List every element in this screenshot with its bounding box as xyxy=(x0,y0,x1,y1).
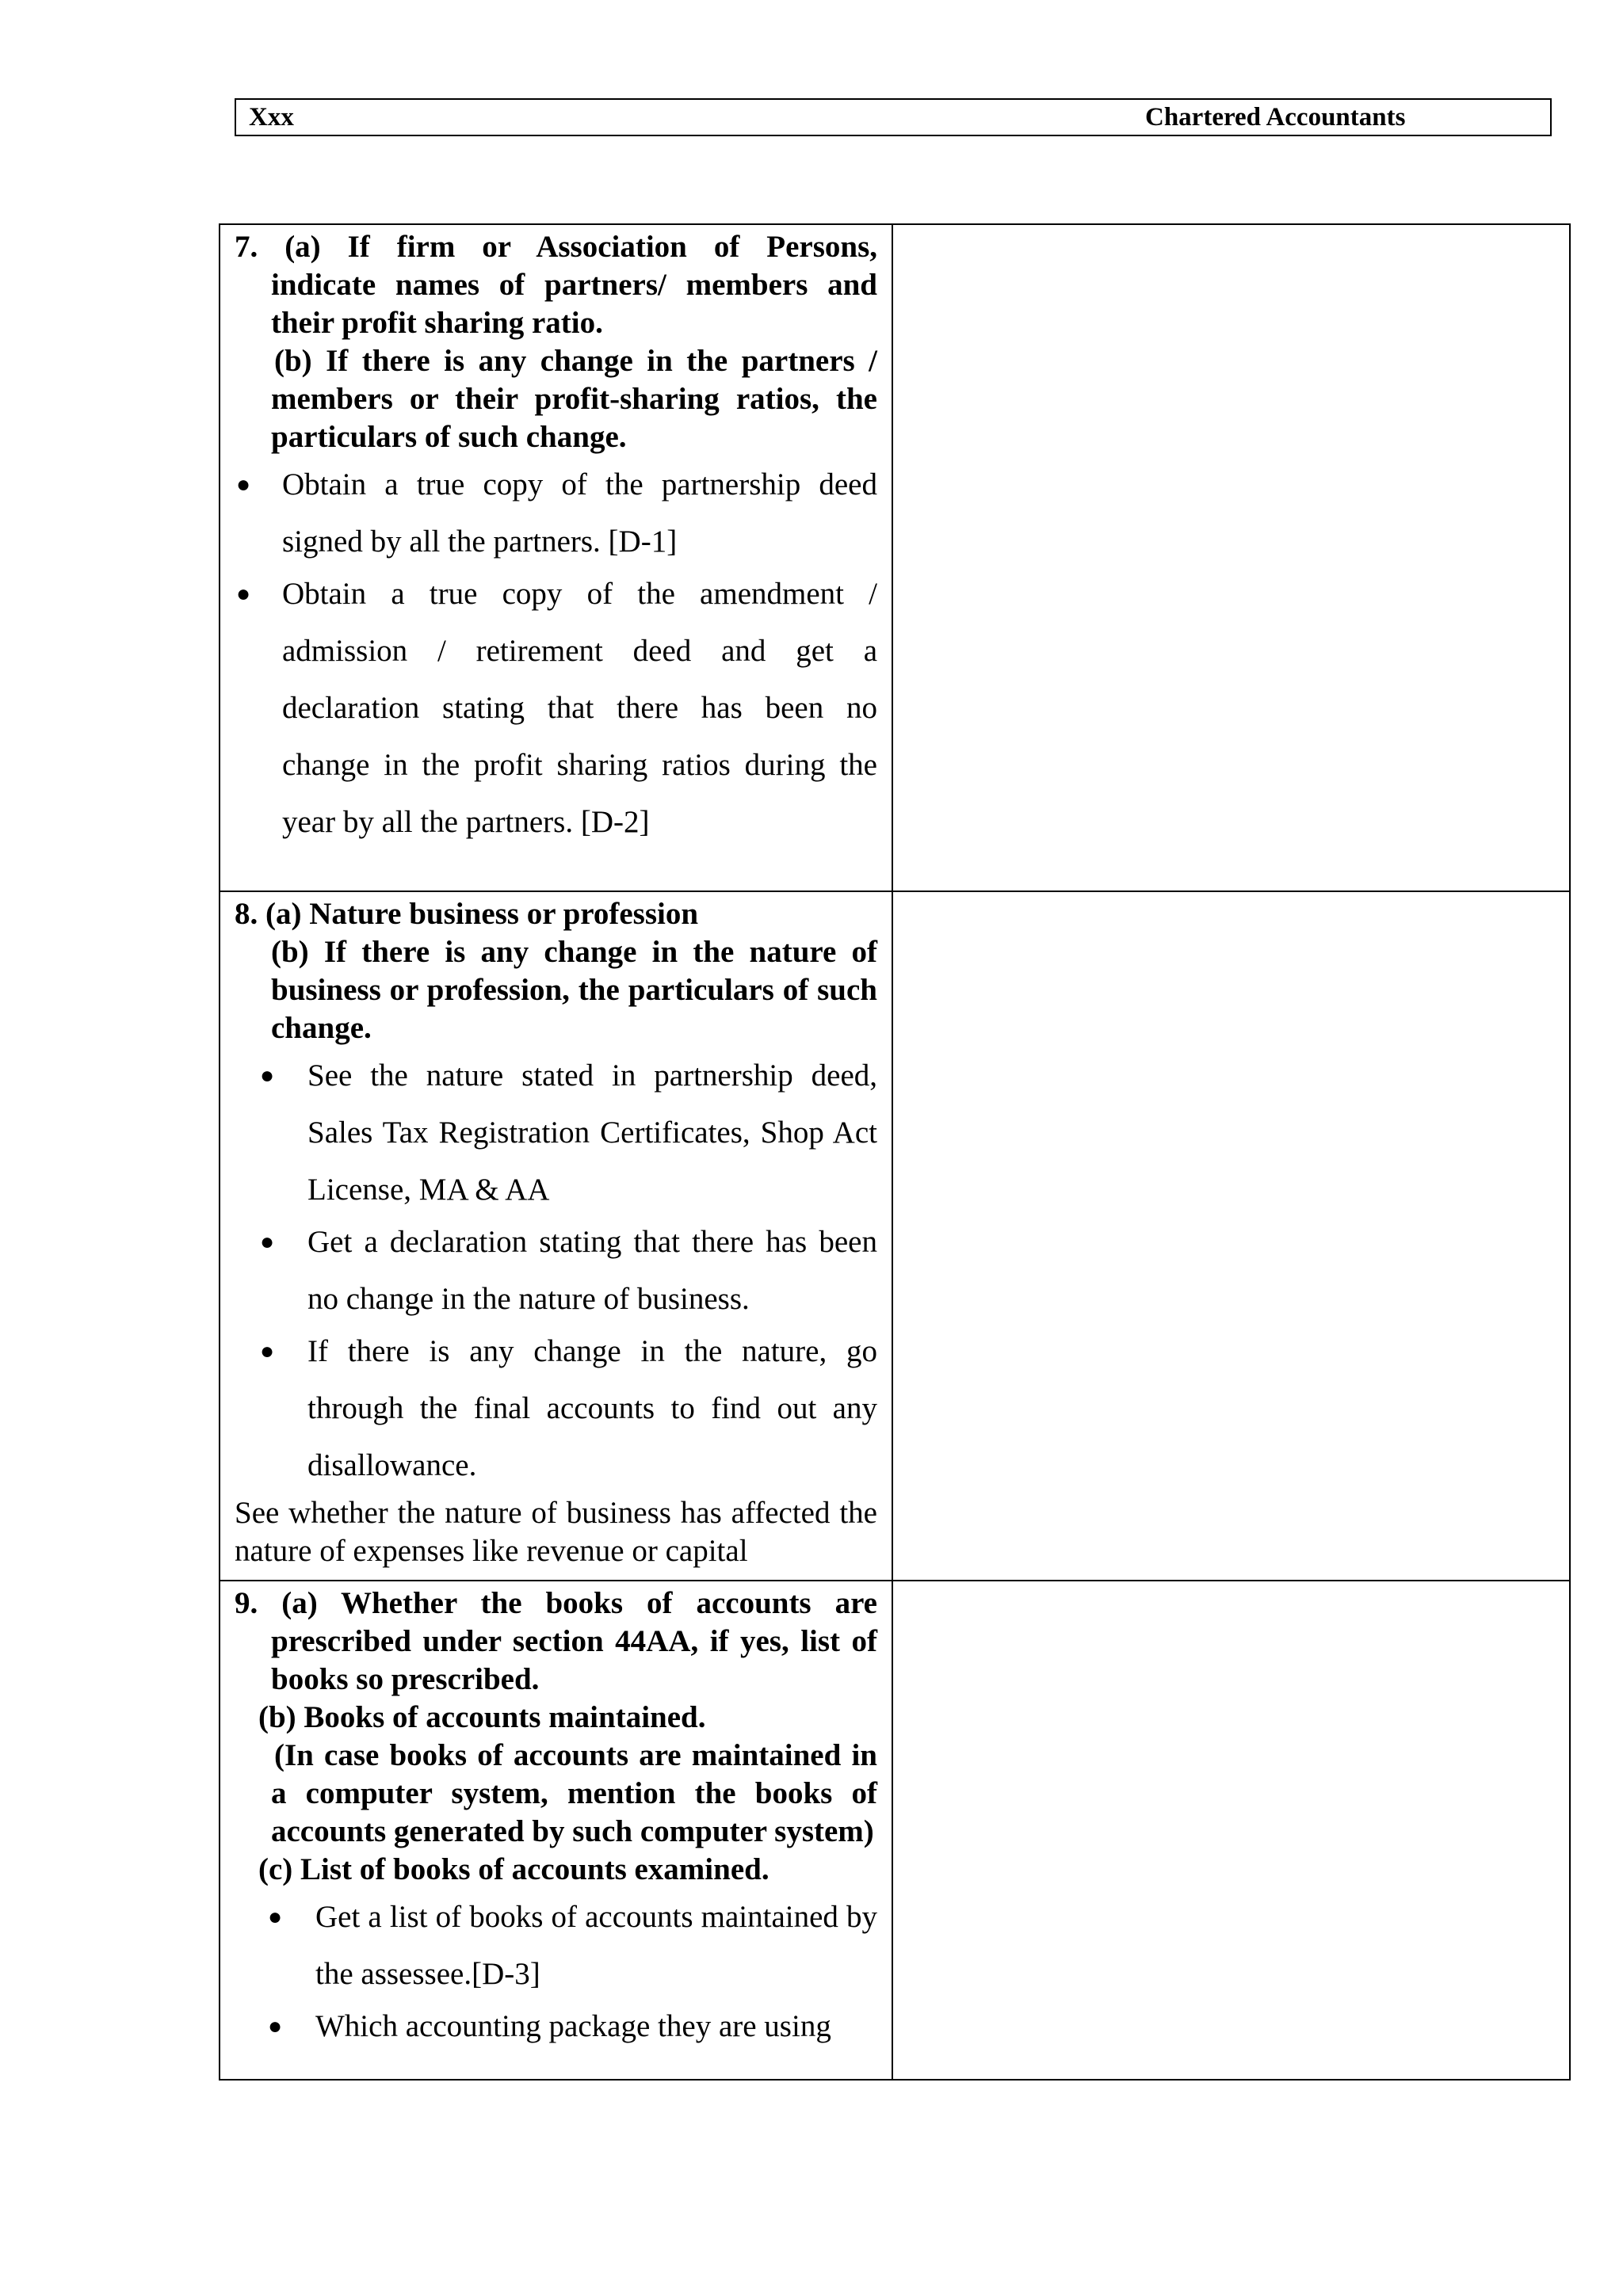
question-9b: (b) Books of accounts maintained. xyxy=(258,1700,706,1734)
question-9a-line2: prescribed under section 44AA, if yes, list of books so prescribed. xyxy=(271,1624,877,1696)
question-cell xyxy=(220,1581,892,2080)
list-item-text: Obtain a true copy of the partnership deed signed by all the partners. [D-1] xyxy=(282,467,877,559)
procedure-list xyxy=(235,456,877,851)
note-text: See whether the nature of business has affected the nature of expenses like revenue or capital xyxy=(235,1496,877,1568)
list-item xyxy=(235,1047,877,1219)
header-firm-name: Xxx xyxy=(249,103,294,132)
list-item xyxy=(235,1323,877,1494)
bullet-icon: ● xyxy=(260,1338,275,1364)
list-item-text: Get a declaration stating that there has been no change in the nature of business. xyxy=(307,1225,877,1316)
audit-checklist-table xyxy=(219,223,1571,2081)
response-cell[interactable] xyxy=(892,891,1570,1581)
response-cell[interactable] xyxy=(892,224,1570,891)
list-item-text: Obtain a true copy of the amendment / admission / retirement deed and get a declaration stating that there has been no change in the profit sharing ratios during the year by all the partners. [D-2] xyxy=(282,577,877,839)
list-item xyxy=(235,1214,877,1328)
table-row xyxy=(220,224,1570,891)
procedure-list xyxy=(235,1889,877,2055)
list-item-text: If there is any change in the nature, go through the final accounts to find out any disallowance. xyxy=(307,1334,877,1482)
procedure-list xyxy=(235,1047,877,1494)
question-8b: (b) If there is any change in the nature of business or profession, the particulars of such change. xyxy=(271,935,877,1045)
bullet-icon: ● xyxy=(236,581,251,607)
list-item-text: Get a list of books of accounts maintained by the assessee.[D-3] xyxy=(315,1900,877,1991)
list-item-text: Which accounting package they are using xyxy=(315,2009,831,2043)
question-7a-line1: 7. (a) If firm or Association of Persons, xyxy=(235,230,877,264)
question-8a: 8. (a) Nature business or profession xyxy=(235,897,699,931)
bullet-icon: ● xyxy=(260,1062,275,1089)
question-9b-note: (In case books of accounts are maintained in a computer system, mention the books of accounts generated by such computer system) xyxy=(271,1738,877,1848)
question-7b: (b) If there is any change in the partners / members or their profit-sharing ratios, the particulars of such change. xyxy=(271,344,877,454)
page-header xyxy=(235,98,1552,136)
table-row xyxy=(220,891,1570,1581)
bullet-icon: ● xyxy=(260,1229,275,1255)
list-item xyxy=(235,1889,877,2003)
list-item xyxy=(235,1998,877,2055)
question-cell xyxy=(220,224,892,891)
bullet-icon: ● xyxy=(268,1904,283,1930)
list-item xyxy=(235,456,877,570)
question-9c: (c) List of books of accounts examined. xyxy=(258,1852,769,1886)
question-7a-line2: indicate names of partners/ members and their profit sharing ratio. xyxy=(271,268,877,340)
bullet-icon: ● xyxy=(268,2013,283,2039)
question-9a-line1: 9. (a) Whether the books of accounts are xyxy=(235,1586,877,1620)
table-row xyxy=(220,1581,1570,2080)
list-item-text: See the nature stated in partnership deed, Sales Tax Registration Certificates, Shop Act License, MA & AA xyxy=(307,1058,877,1207)
list-item xyxy=(235,566,877,851)
response-cell[interactable] xyxy=(892,1581,1570,2080)
header-title: Chartered Accountants xyxy=(1145,103,1406,132)
question-cell xyxy=(220,891,892,1581)
bullet-icon: ● xyxy=(236,471,251,498)
